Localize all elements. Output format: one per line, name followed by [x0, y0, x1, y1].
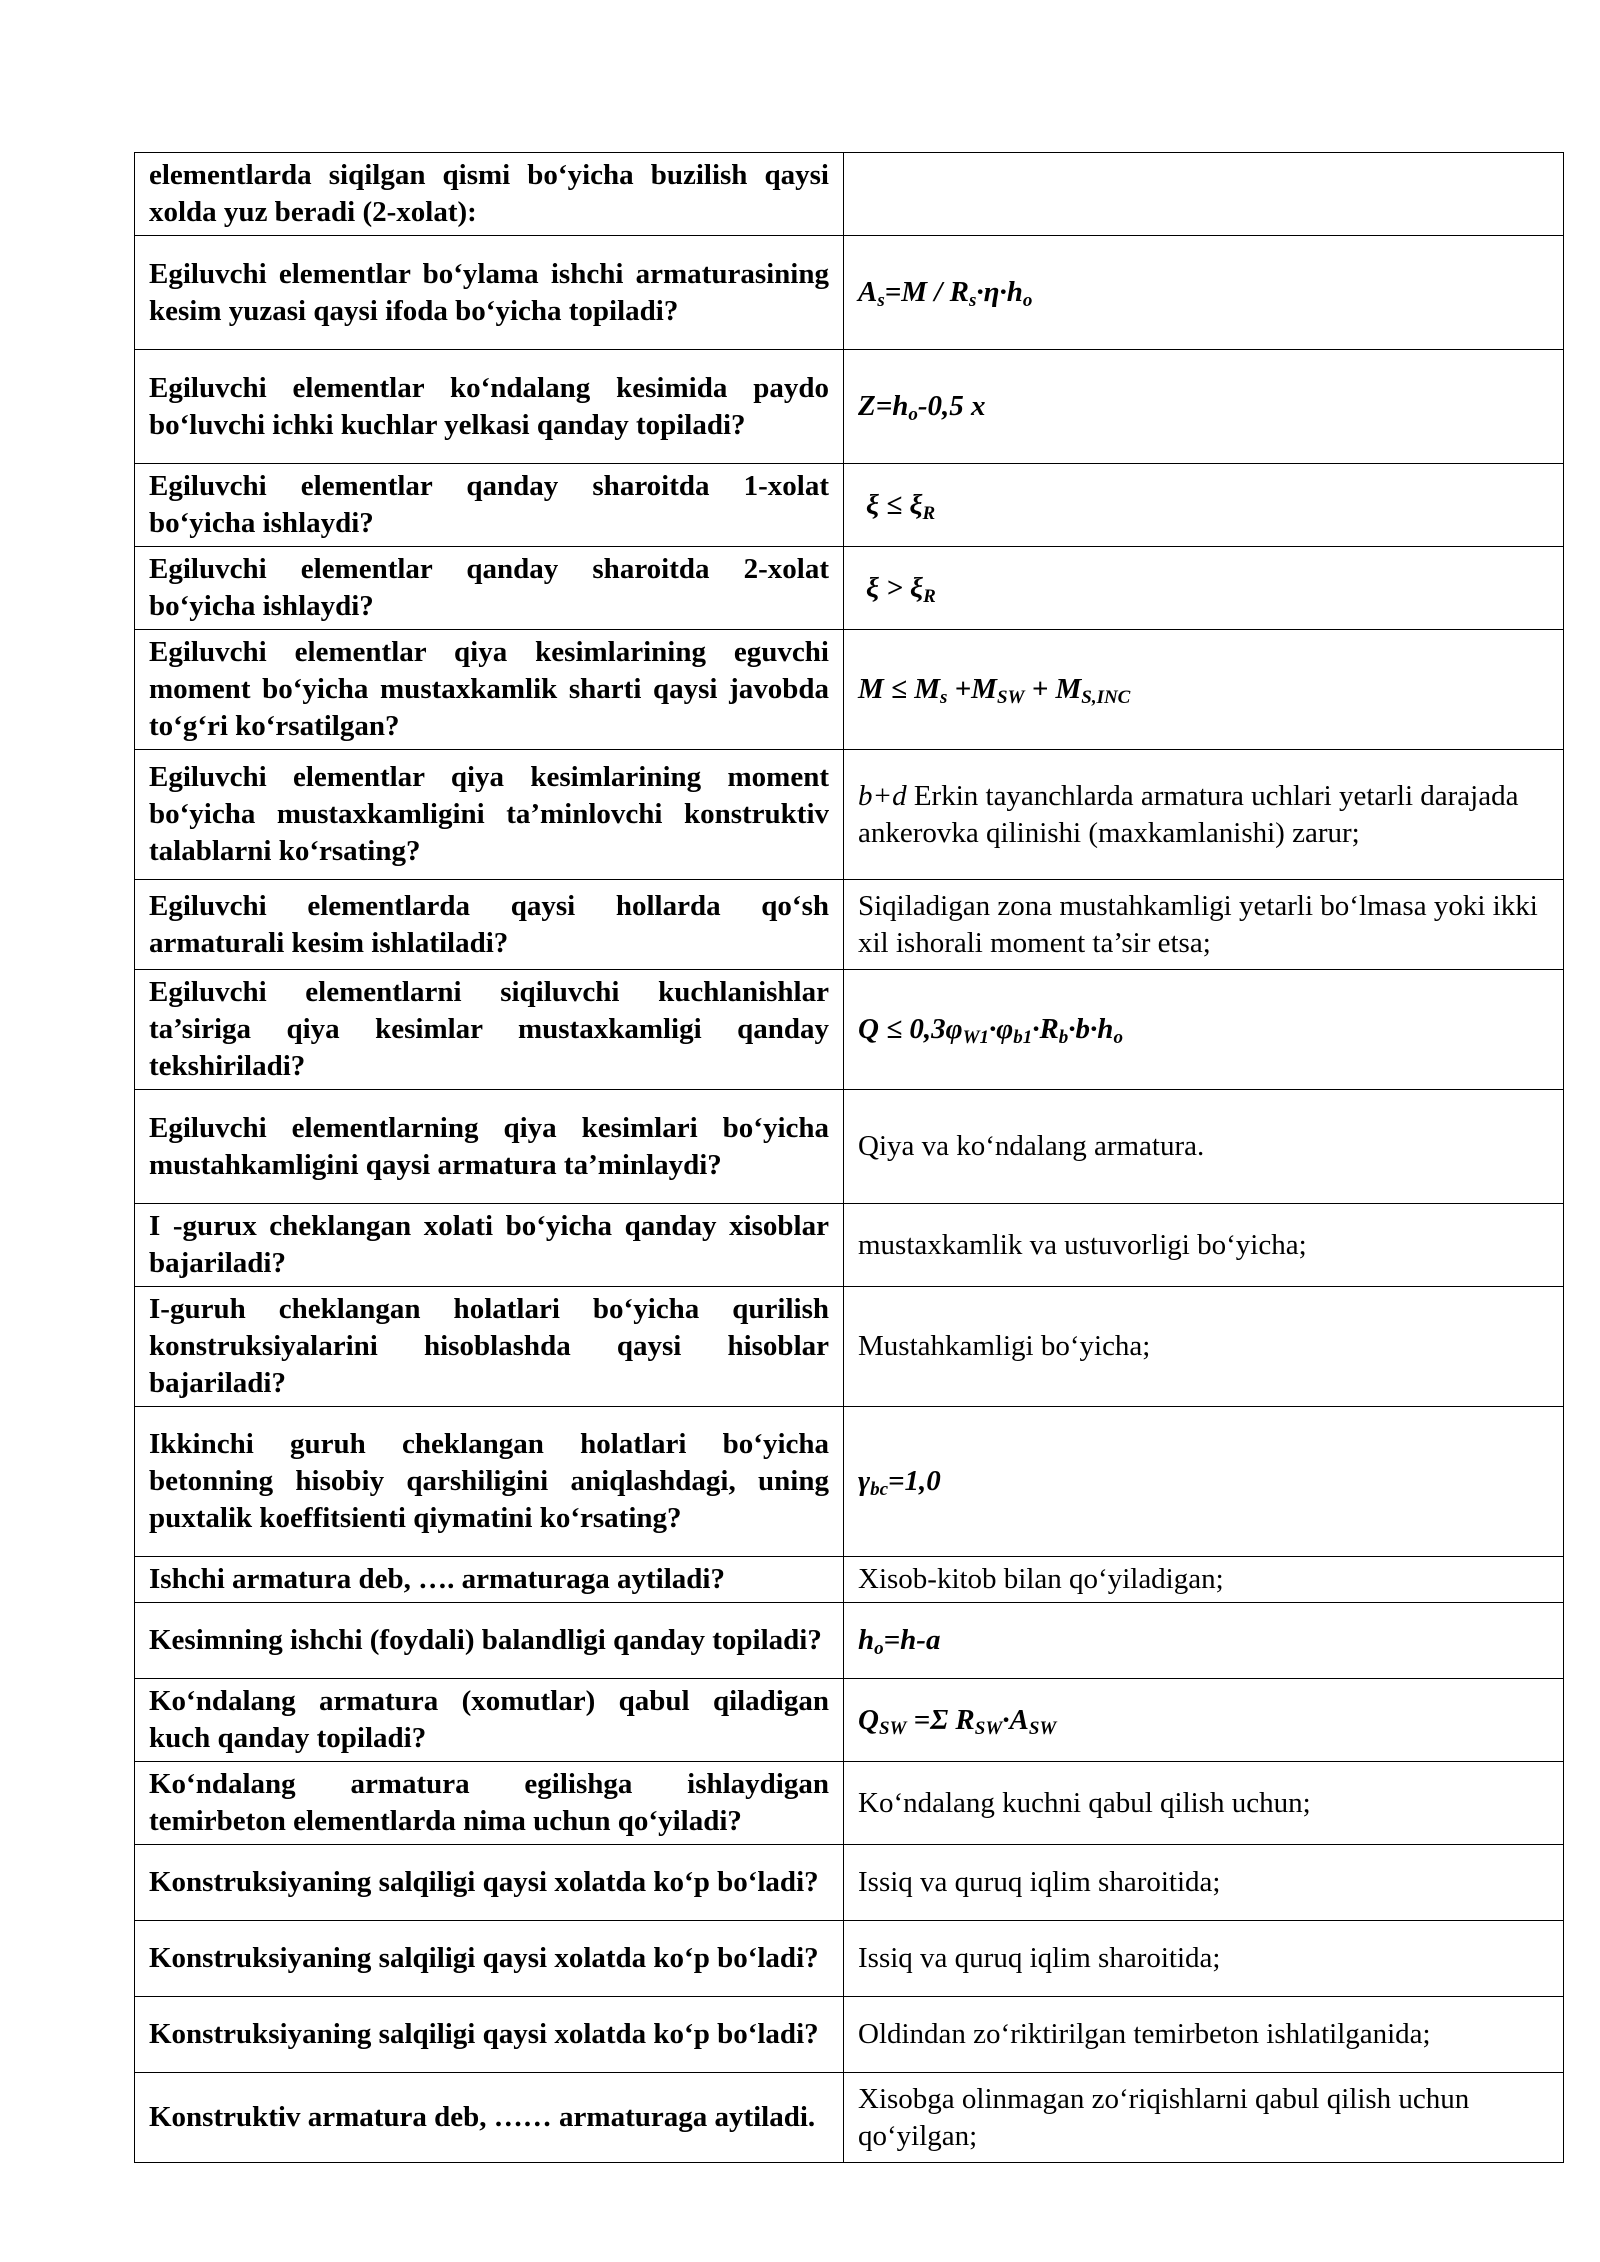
table-row: [135, 236, 1564, 350]
question-cell: Egiluvchi elementlar ko‘ndalang kesimida paydo bo‘luvchi ichki kuchlar yelkasi qanday topiladi?: [135, 350, 844, 464]
table-row: [135, 1090, 1564, 1204]
question-cell: Ishchi armatura deb, …. armaturaga aytiladi?: [135, 1557, 844, 1603]
answer-cell: [844, 236, 1564, 350]
table-row: [135, 2073, 1564, 2163]
table-row: [135, 1557, 1564, 1603]
formula: $Q_{SW} =\Sigma$ $R_{SW}\cdot A_{SW}$: [858, 1703, 1057, 1739]
answer-cell: Ko‘ndalang kuchni qabul qilish uchun;: [844, 1762, 1564, 1845]
table-row: [135, 1204, 1564, 1287]
question-cell: I -gurux cheklangan xolati bo‘yicha qanday xisoblar bajariladi?: [135, 1204, 844, 1287]
answer-cell: mustaxkamlik va ustuvorligi bo‘yicha;: [844, 1204, 1564, 1287]
answer-cell: [844, 350, 1564, 464]
answer-cell: [844, 1407, 1564, 1557]
question-cell: Ko‘ndalang armatura (xomutlar) qabul qiladigan kuch qanday topiladi?: [135, 1679, 844, 1762]
answer-cell: [844, 153, 1564, 236]
table-row: [135, 547, 1564, 630]
answer-text: Erkin tayanchlarda armatura uchlari yetarli darajada ankerovka qilinishi (maxkamlanishi) zarur;: [858, 779, 1519, 849]
formula: $\xi > \xi_R$: [866, 571, 936, 607]
question-cell: Kesimning ishchi (foydali) balandligi qanday topiladi?: [135, 1603, 844, 1679]
formula: $M \le M_s +M_{SW} + M_{S,INC}$: [858, 673, 1131, 708]
answer-cell: [844, 970, 1564, 1090]
question-cell: Konstruksiyaning salqiligi qaysi xolatda ko‘p bo‘ladi?: [135, 1997, 844, 2073]
answer-cell: Oldindan zo‘riktirilgan temirbeton ishlatilganida;: [844, 1997, 1564, 2073]
table-row: [135, 1407, 1564, 1557]
question-cell: Konstruksiyaning salqiligi qaysi xolatda ko‘p bo‘ladi?: [135, 1921, 844, 1997]
table-row: [135, 464, 1564, 547]
table-row: [135, 630, 1564, 750]
answer-cell: Xisobga olinmagan zo‘riqishlarni qabul qilish uchun qo‘yilgan;: [844, 2073, 1564, 2163]
table-row: [135, 1845, 1564, 1921]
table-row: [135, 153, 1564, 236]
table-row: [135, 970, 1564, 1090]
formula: $h_o=h-a$: [858, 1624, 941, 1659]
answer-cell: [844, 1603, 1564, 1679]
answer-cell: Xisob-kitob bilan qo‘yiladigan;: [844, 1557, 1564, 1603]
question-answer-table: [134, 152, 1564, 2163]
document-page: [134, 152, 1564, 2163]
formula: $A_s=M / R_s\cdot\eta\cdot h_o$: [858, 276, 1033, 311]
answer-cell: [844, 464, 1564, 547]
question-cell: Egiluvchi elementlar qanday sharoitda 2-xolat bo‘yicha ishlaydi?: [135, 547, 844, 630]
question-cell: Egiluvchi elementlarni siqiluvchi kuchlanishlar ta’siriga qiya kesimlar mustaxkamligi qanday tekshiriladi?: [135, 970, 844, 1090]
answer-cell: Mustahkamligi bo‘yicha;: [844, 1287, 1564, 1407]
table-row: [135, 1921, 1564, 1997]
table-row: [135, 750, 1564, 880]
formula: $Z=h_o-0,5$ x: [858, 390, 986, 425]
answer-cell: Siqiladigan zona mustahkamligi yetarli bo‘lmasa yoki ikki xil ishorali moment ta’sir etsa;: [844, 880, 1564, 970]
table-row: [135, 1997, 1564, 2073]
question-cell: Ikkinchi guruh cheklangan holatlari bo‘yicha betonning hisobiy qarshiligini aniqlashdagi, uning puxtalik koeffitsienti qiymatini ko‘rsating?: [135, 1407, 844, 1557]
table-row: [135, 880, 1564, 970]
answer-cell: [844, 547, 1564, 630]
question-cell: Egiluvchi elementlarning qiya kesimlari bo‘yicha mustahkamligini qaysi armatura ta’minlaydi?: [135, 1090, 844, 1204]
table-row: [135, 1287, 1564, 1407]
question-cell: Konstruksiyaning salqiligi qaysi xolatda ko‘p bo‘ladi?: [135, 1845, 844, 1921]
question-cell: Konstruktiv armatura deb, …… armaturaga aytiladi.: [135, 2073, 844, 2163]
question-cell: Egiluvchi elementlarda qaysi hollarda qo‘sh armaturali kesim ishlatiladi?: [135, 880, 844, 970]
answer-prefix: b+d: [858, 779, 907, 812]
answer-cell: Qiya va ko‘ndalang armatura.: [844, 1090, 1564, 1204]
question-cell: Egiluvchi elementlar bo‘ylama ishchi armaturasining kesim yuzasi qaysi ifoda bo‘yicha topiladi?: [135, 236, 844, 350]
answer-cell: [844, 750, 1564, 880]
table-row: [135, 350, 1564, 464]
answer-cell: [844, 1679, 1564, 1762]
question-cell: Ko‘ndalang armatura egilishga ishlaydigan temirbeton elementlarda nima uchun qo‘yiladi?: [135, 1762, 844, 1845]
question-cell: elementlarda siqilgan qismi bo‘yicha buzilish qaysi xolda yuz beradi (2-xolat):: [135, 153, 844, 236]
table-row: [135, 1603, 1564, 1679]
formula: $\gamma_{bc}=1,0$: [858, 1465, 941, 1500]
question-cell: Egiluvchi elementlar qanday sharoitda 1-xolat bo‘yicha ishlaydi?: [135, 464, 844, 547]
answer-cell: Issiq va quruq iqlim sharoitida;: [844, 1845, 1564, 1921]
formula: $Q \le 0,3\varphi_{W1}\cdot\varphi_{b1}\cdot R_b\cdot b\cdot h_o$: [858, 1013, 1123, 1048]
formula: $\xi \le \xi_R$: [866, 488, 936, 524]
answer-cell: [844, 630, 1564, 750]
question-cell: Egiluvchi elementlar qiya kesimlarining eguvchi moment bo‘yicha mustaxkamlik sharti qaysi javobda to‘g‘ri ko‘rsatilgan?: [135, 630, 844, 750]
answer-cell: Issiq va quruq iqlim sharoitida;: [844, 1921, 1564, 1997]
table-row: [135, 1679, 1564, 1762]
question-cell: Egiluvchi elementlar qiya kesimlarining moment bo‘yicha mustaxkamligini ta’minlovchi konstruktiv talablarni ko‘rsating?: [135, 750, 844, 880]
question-cell: I-guruh cheklangan holatlari bo‘yicha qurilish konstruksiyalarini hisoblashda qaysi hisoblar bajariladi?: [135, 1287, 844, 1407]
table-row: [135, 1762, 1564, 1845]
